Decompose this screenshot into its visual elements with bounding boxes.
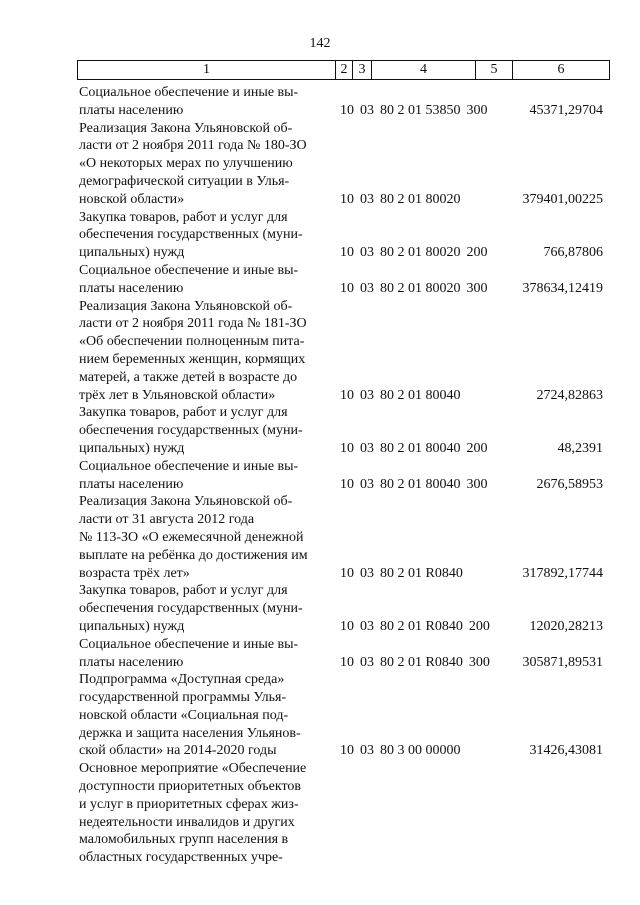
table-body	[0, 84, 640, 867]
description-line: обеспечения государственных (муни-	[79, 601, 303, 617]
page-number: 142	[309, 36, 331, 51]
table-row	[0, 209, 640, 262]
amount: 31426,43081	[529, 743, 603, 759]
budget-code	[340, 191, 473, 209]
description-line: Реализация Закона Ульяновской об-	[79, 494, 293, 510]
amount: 766,87806	[543, 245, 603, 261]
description-line: матерей, а также детей в возрасте до	[79, 369, 298, 385]
table-row	[0, 582, 640, 635]
amount: 379401,00225	[522, 191, 603, 207]
row-description	[79, 120, 333, 209]
description-line: платы населению	[79, 280, 184, 296]
description-line: недеятельности инвалидов и других	[79, 814, 295, 830]
section-code: 10	[340, 565, 354, 581]
budget-code	[340, 387, 473, 405]
description-line: Закупка товаров, работ и услуг для	[79, 583, 288, 599]
target-article-code: 80 2 01 80040	[380, 476, 461, 492]
amount: 305871,89531	[522, 654, 603, 670]
description-line: ципальных) нужд	[79, 245, 185, 261]
row-description	[79, 209, 333, 262]
table-row	[0, 493, 640, 582]
section-code: 10	[340, 618, 354, 634]
expense-type-code: 300	[466, 280, 488, 296]
header-col-2: 2	[340, 62, 348, 77]
description-line: ципальных) нужд	[79, 440, 185, 456]
expense-type-code: 200	[466, 245, 488, 261]
target-article-code: 80 2 01 R0840	[380, 618, 463, 634]
row-description	[79, 404, 333, 457]
description-line: держка и защита населения Ульянов-	[79, 725, 301, 741]
header-col-5: 5	[490, 62, 498, 77]
subsection-code: 03	[360, 476, 374, 492]
subsection-code: 03	[360, 245, 374, 261]
description-line: Основное мероприятие «Обеспечение	[79, 761, 307, 777]
description-line: выплате на ребёнка до достижения им	[79, 547, 308, 563]
row-description	[79, 458, 333, 494]
row-description	[79, 84, 333, 120]
description-line: платы населению	[79, 102, 184, 118]
subsection-code: 03	[360, 743, 374, 759]
description-line: ласти от 2 ноября 2011 года № 181-ЗО	[79, 316, 307, 332]
header-col-6: 6	[557, 62, 565, 77]
description-line: платы населению	[79, 476, 184, 492]
description-line: ципальных) нужд	[79, 618, 185, 634]
description-line: № 113-ЗО «О ежемесячной денежной	[79, 529, 304, 545]
subsection-code: 03	[360, 618, 374, 634]
table-row	[0, 636, 640, 672]
description-line: Социальное обеспечение и иные вы-	[79, 262, 299, 278]
budget-code	[340, 742, 473, 760]
expense-type-code: 200	[468, 618, 490, 634]
description-line: маломобильных групп населения в	[79, 832, 289, 848]
description-line: обеспечения государственных (муни-	[79, 423, 303, 439]
description-line: и услуг в приоритетных сферах жиз-	[79, 796, 299, 812]
row-description	[79, 493, 333, 582]
description-line: Закупка товаров, работ и услуг для	[79, 405, 288, 421]
row-description	[79, 760, 333, 867]
budget-code	[340, 849, 364, 867]
section-code: 10	[340, 245, 354, 261]
target-article-code: 80 2 01 R0840	[380, 654, 463, 670]
header-col-1: 1	[203, 62, 210, 77]
budget-code	[340, 654, 496, 672]
description-line: ской области» на 2014-2020 годы	[79, 743, 277, 759]
description-line: демографической ситуации в Улья-	[79, 173, 290, 189]
table-row	[0, 671, 640, 760]
subsection-code: 03	[360, 565, 374, 581]
table-row	[0, 458, 640, 494]
target-article-code: 80 2 01 80020	[380, 280, 461, 296]
subsection-code: 03	[360, 654, 374, 670]
section-code: 10	[340, 387, 354, 403]
description-line: государственной программы Улья-	[79, 690, 287, 706]
row-description	[79, 582, 333, 635]
row-description	[79, 262, 333, 298]
description-line: Реализация Закона Ульяновской об-	[79, 298, 293, 314]
description-line: новской области»	[79, 191, 185, 207]
section-code: 10	[340, 654, 354, 670]
description-line: платы населению	[79, 654, 184, 670]
description-line: ласти от 2 ноября 2011 года № 180-ЗО	[79, 138, 307, 154]
description-line: Социальное обеспечение и иные вы-	[79, 458, 299, 474]
description-line: Социальное обеспечение и иные вы-	[79, 636, 299, 652]
expense-type-code: 300	[466, 476, 488, 492]
description-line: ласти от 31 августа 2012 года	[79, 512, 255, 528]
subsection-code: 03	[360, 191, 374, 207]
row-description	[79, 636, 333, 672]
description-line: доступности приоритетных объектов	[79, 779, 301, 795]
section-code: 10	[340, 476, 354, 492]
target-article-code: 80 2 01 R0840	[380, 565, 463, 581]
target-article-code: 80 2 01 80020	[380, 245, 461, 261]
subsection-code: 03	[360, 102, 374, 118]
description-line: трёх лет в Ульяновской области»	[79, 387, 276, 403]
section-code: 10	[340, 280, 354, 296]
table-header	[77, 60, 610, 80]
description-line: обеспечения государственных (муни-	[79, 227, 303, 243]
table-row	[0, 760, 640, 867]
target-article-code: 80 2 01 80020	[380, 191, 461, 207]
description-line: Реализация Закона Ульяновской об-	[79, 120, 293, 136]
description-line: Подпрограмма «Доступная среда»	[79, 672, 285, 688]
budget-code	[340, 565, 475, 583]
budget-code	[340, 618, 496, 636]
expense-type-code: 200	[466, 440, 488, 456]
amount: 45371,29704	[529, 102, 603, 118]
description-line: новской области «Социальная под-	[79, 707, 289, 723]
target-article-code: 80 2 01 80040	[380, 440, 461, 456]
target-article-code: 80 3 00 00000	[380, 743, 461, 759]
row-description	[79, 671, 333, 760]
amount: 2724,82863	[536, 387, 603, 403]
amount: 378634,12419	[522, 280, 603, 296]
table-row	[0, 120, 640, 209]
description-line: Закупка товаров, работ и услуг для	[79, 209, 288, 225]
section-code: 10	[340, 440, 354, 456]
table-row	[0, 298, 640, 405]
budget-code	[340, 244, 494, 262]
amount: 2676,58953	[536, 476, 603, 492]
table-row	[0, 404, 640, 457]
budget-code	[340, 440, 494, 458]
budget-code	[340, 280, 494, 298]
budget-code	[340, 476, 494, 494]
subsection-code: 03	[360, 280, 374, 296]
expense-type-code: 300	[466, 102, 488, 118]
amount: 317892,17744	[522, 565, 603, 581]
expense-type-code: 300	[468, 654, 490, 670]
description-line: нием беременных женщин, кормящих	[79, 351, 306, 367]
section-code: 10	[340, 743, 354, 759]
table-row	[0, 262, 640, 298]
section-code: 10	[340, 102, 354, 118]
description-line: Социальное обеспечение и иные вы-	[79, 85, 299, 100]
budget-code	[340, 102, 494, 120]
header-col-4: 4	[420, 62, 427, 77]
target-article-code: 80 2 01 80040	[380, 387, 461, 403]
table-row	[0, 84, 640, 120]
section-code: 10	[340, 191, 354, 207]
description-line: возраста трёх лет»	[79, 565, 190, 581]
amount: 48,2391	[557, 440, 603, 456]
description-line: «О некоторых мерах по улучшению	[79, 156, 293, 172]
description-line: «Об обеспечении полноценным пита-	[79, 334, 305, 350]
subsection-code: 03	[360, 387, 374, 403]
row-description	[79, 298, 333, 405]
target-article-code: 80 2 01 53850	[380, 102, 461, 118]
description-line: областных государственных учре-	[79, 850, 283, 866]
amount: 12020,28213	[529, 618, 603, 634]
subsection-code: 03	[360, 440, 374, 456]
header-col-3: 3	[358, 62, 366, 77]
